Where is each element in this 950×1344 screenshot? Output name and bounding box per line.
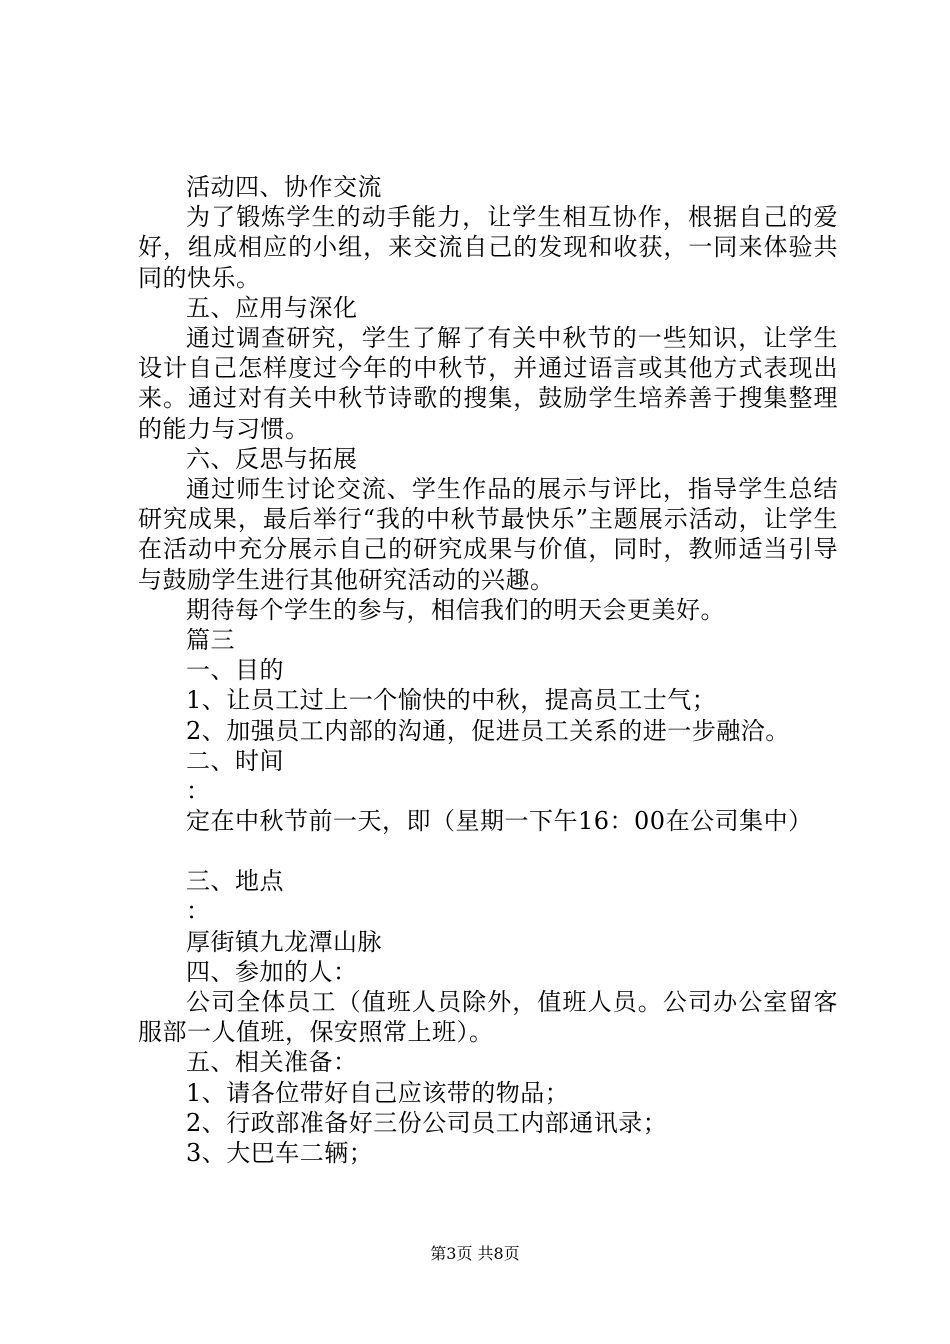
section-heading: 六、反思与拓展 — [186, 444, 358, 473]
list-item: 1、请各位带好自己应该带的物品； — [186, 1078, 570, 1107]
section-heading: 活动四、协作交流 — [186, 173, 382, 201]
text-line: 期待每个学生的参与，相信我们的明天会更美好。 — [186, 595, 725, 624]
blank-line — [138, 836, 838, 866]
section-heading: 一、目的 — [186, 656, 284, 685]
section-heading: 三、地点 — [186, 867, 284, 896]
colon-line: ： — [186, 776, 211, 805]
text-line: 定在中秋节前一天，即（星期一下午16：00在公司集中） — [186, 807, 813, 836]
paragraph: 公司全体员工（值班人员除外，值班人员。公司办公室留客服部一人值班，保安照常上班）。 — [138, 988, 838, 1047]
list-item: 3、大巴车二辆； — [186, 1139, 374, 1168]
page-footer — [0, 1244, 950, 1264]
section-heading: 二、时间 — [186, 746, 284, 775]
section-heading: 五、应用与深化 — [186, 293, 358, 322]
paragraph: 为了锻炼学生的动手能力，让学生相互协作，根据自己的爱好，组成相应的小组，来交流自己的发现和收获，一同来体验共同的快乐。 — [138, 203, 838, 292]
document-body — [138, 172, 838, 1168]
list-item: 2、加强员工内部的沟通，促进员工关系的进一步融洽。 — [186, 716, 790, 745]
colon-line: ： — [186, 897, 211, 926]
page-number-label: 第3页 共8页 — [430, 1244, 520, 1263]
section-heading: 四、参加的人： — [186, 957, 358, 986]
paragraph: 通过调查研究，学生了解了有关中秋节的一些知识，让学生设计自己怎样度过今年的中秋节，并通过语言或其他方式表现出来。通过对有关中秋节诗歌的搜集，鼓励学生培养善于搜集整理的能力与习惯。 — [138, 323, 838, 443]
section-heading: 五、相关准备： — [186, 1048, 358, 1077]
text-line: 厚街镇九龙潭山脉 — [186, 927, 382, 956]
paragraph: 通过师生讨论交流、学生作品的展示与评比，指导学生总结研究成果，最后举行“我的中秋节最快乐”主题展示活动，让学生在活动中充分展示自己的研究成果与价值，同时，教师适当引导与鼓励学生进行其他研究活动的兴趣。 — [138, 474, 838, 594]
list-item: 2、行政部准备好三份公司员工内部通讯录； — [186, 1108, 668, 1137]
section-title: 篇三 — [186, 625, 235, 654]
list-item: 1、让员工过上一个愉快的中秋，提高员工士气； — [186, 686, 717, 715]
